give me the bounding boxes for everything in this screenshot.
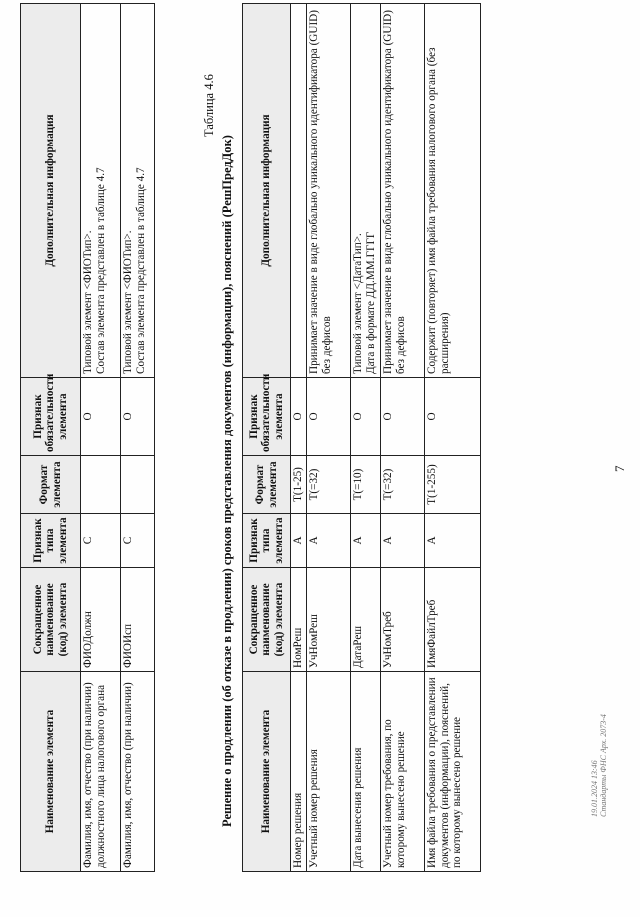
cell-required: О [425, 378, 481, 456]
cell-format [81, 456, 121, 514]
cell-format: Т(=32) [307, 456, 351, 514]
t1-header-required: Признак обязательности элемента [21, 378, 81, 456]
page-number: 7 [612, 465, 627, 472]
cell-code: НомРеш [291, 568, 307, 672]
cell-required: О [121, 378, 155, 456]
table-4-6 [242, 3, 481, 872]
cell-name: Дата вынесения решения [351, 672, 381, 872]
cell-code: ФИОДолжн [81, 568, 121, 672]
t2-header-info: Дополнительная информация [243, 4, 291, 378]
cell-code: УчНомРеш [307, 568, 351, 672]
cell-required: О [381, 378, 425, 456]
cell-format: Т(1-255) [425, 456, 481, 514]
document-stamp [590, 714, 608, 817]
table-row [351, 4, 381, 872]
cell-name: Фамилия, имя, отчество (при наличии) должностного лица налогового органа [81, 672, 121, 872]
stamp-line: Стандарты ФНС Арх. 2073-4 [599, 714, 608, 817]
cell-required: О [81, 378, 121, 456]
cell-type: А [381, 514, 425, 568]
cell-info: Типовой элемент <ДатаТип>. Дата в формате ДД.ММ.ГГГГ [351, 4, 381, 378]
cell-type: А [351, 514, 381, 568]
cell-name: Имя файла требования о представлении документов (информации), пояснений, по которому вынесено решение [425, 672, 481, 872]
cell-name: Учетный номер требования, по которому вынесено решение [381, 672, 425, 872]
cell-code: ФИОИсп [121, 568, 155, 672]
table-row [291, 4, 307, 872]
table-row [425, 4, 481, 872]
table-4-5-continuation [20, 3, 155, 872]
t1-header-code: Сокращенное наименование (код) элемента [21, 568, 81, 672]
t2-header-name: Наименование элемента [243, 672, 291, 872]
t2-header-code: Сокращенное наименование (код) элемента [243, 568, 291, 672]
cell-type: А [291, 514, 307, 568]
t1-header-type: Признак типа элемента [21, 514, 81, 568]
t1-header-info: Дополнительная информация [21, 4, 81, 378]
table-number: Таблица 4.6 [202, 74, 216, 137]
cell-format [121, 456, 155, 514]
cell-info [291, 4, 307, 378]
cell-code: ИмяФайлТреб [425, 568, 481, 672]
table-caption: Решение о продлении (об отказе в продлении) сроков представления документов (информации), пояснений (РешПредДок) [220, 135, 234, 827]
cell-type: А [307, 514, 351, 568]
cell-format: Т(1-25) [291, 456, 307, 514]
cell-name: Учетный номер решения [307, 672, 351, 872]
cell-type: С [81, 514, 121, 568]
table-row [381, 4, 425, 872]
cell-required: О [307, 378, 351, 456]
cell-format: Т(=32) [381, 456, 425, 514]
cell-required: О [351, 378, 381, 456]
t1-header-format: Формат элемента [21, 456, 81, 514]
stamp-line: 19.01.2024 13:46 [590, 760, 599, 817]
cell-format: Т(=10) [351, 456, 381, 514]
table-row [121, 4, 155, 872]
cell-type: С [121, 514, 155, 568]
cell-code: УчНомТреб [381, 568, 425, 672]
t2-header-type: Признак типа элемента [243, 514, 291, 568]
cell-info: Типовой элемент <ФИОТип>. Состав элемента представлен в таблице 4.7 [121, 4, 155, 378]
cell-required: О [291, 378, 307, 456]
cell-type: А [425, 514, 481, 568]
cell-info: Принимает значение в виде глобально уникального идентификатора (GUID) без дефисов [381, 4, 425, 378]
t2-header-format: Формат элемента [243, 456, 291, 514]
cell-name: Номер решения [291, 672, 307, 872]
cell-name: Фамилия, имя, отчество (при наличии) [121, 672, 155, 872]
t1-header-name: Наименование элемента [21, 672, 81, 872]
cell-info: Принимает значение в виде глобально уникального идентификатора (GUID) без дефисов [307, 4, 351, 378]
cell-info: Типовой элемент <ФИОТип>. Состав элемента представлен в таблице 4.7 [81, 4, 121, 378]
table-row [81, 4, 121, 872]
cell-info: Содержит (повторяет) имя файла требования налогового органа (без расширения) [425, 4, 481, 378]
t2-header-required: Признак обязательности элемента [243, 378, 291, 456]
cell-code: ДатаРеш [351, 568, 381, 672]
table-row [307, 4, 351, 872]
